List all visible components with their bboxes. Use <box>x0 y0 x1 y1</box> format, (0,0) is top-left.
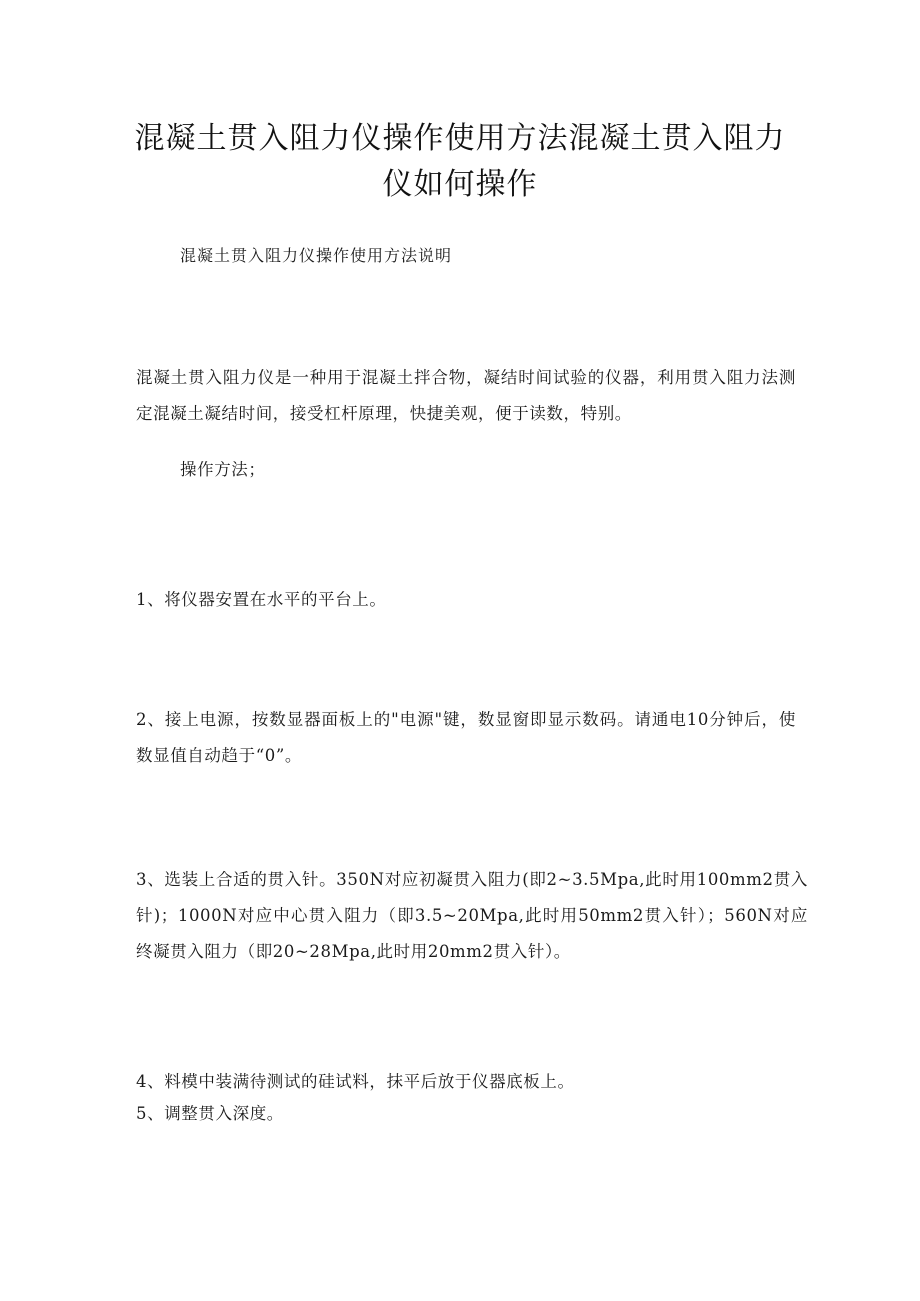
intro-paragraph: 混凝土贯入阻力仪是一种用于混凝土拌合物，凝结时间试验的仪器，利用贯入阻力法测定混凝土凝结时间，接受杠杆原理，快捷美观，便于读数，特别。 <box>136 368 796 423</box>
step-4: 4、料模中装满待测试的硅试料，抹平后放于仪器底板上。 <box>136 1072 575 1091</box>
step-5: 5、调整贯入深度。 <box>136 1104 284 1123</box>
step-1: 1、将仪器安置在水平的平台上。 <box>136 590 387 609</box>
document-subtitle: 混凝土贯入阻力仪操作使用方法说明 <box>180 246 453 265</box>
step-2: 2、接上电源，按数显器面板上的"电源"键，数显窗即显示数码。请通电10分钟后，使数显值自动趋于“0”。 <box>136 710 796 765</box>
step-3: 3、选装上合适的贯入针。350N对应初凝贯入阻力(即2~3.5Mpa,此时用100mm2贯入针)；1000N对应中心贯入阻力（即3.5~20Mpa,此时用50mm2贯入针）；560N对应终凝贯入阻力（即20~28Mpa,此时用20mm2贯入针）。 <box>136 870 808 961</box>
document-title: 混凝土贯入阻力仪操作使用方法混凝土贯入阻力仪如何操作 <box>134 121 786 202</box>
method-heading: 操作方法； <box>180 460 266 479</box>
